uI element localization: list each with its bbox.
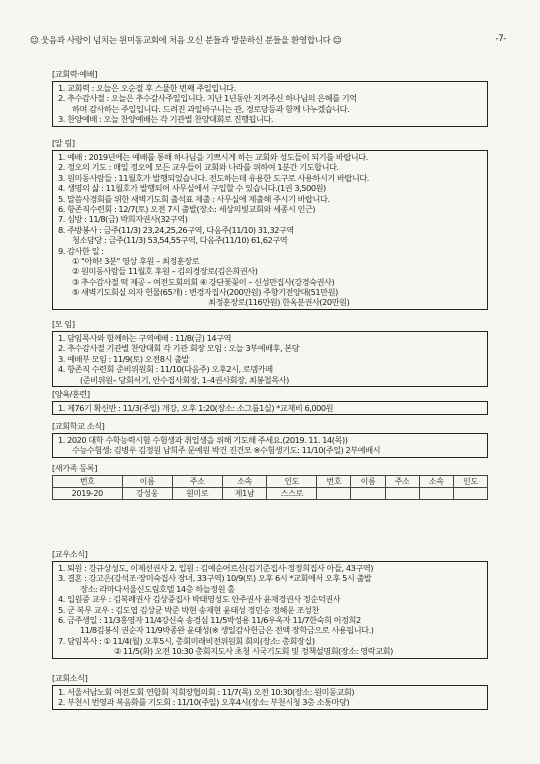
newcomers-section xyxy=(52,462,488,500)
list-item: 2. 추수감사절 기관별 찬양대회 각 기관 회장 모임 : 오늘 3부예배후, 본당 xyxy=(58,343,300,354)
section-title: [교회력·예배] xyxy=(52,69,97,79)
list-item: 7. 담임목사 : ① 11/4(월) 오후5시, 총회미래비전위원회 회의(장소: 총회장실) xyxy=(58,635,315,646)
worship-box xyxy=(52,81,488,127)
column-header: 번호 xyxy=(317,476,351,488)
school-section xyxy=(52,420,488,458)
list-item: 청소담당 : 금주(11/3) 53,54,55구역, 다음주(11/10) 61,62구역 xyxy=(72,235,288,246)
list-item: 1. 예배 : 2019년에는 예배를 통해 하나님을 기쁘시게 하는 교회와 성도들이 되기를 바랍니다. xyxy=(58,152,368,162)
table-cell xyxy=(453,488,487,500)
list-item: 3. 찬양예배 : 오늘 찬양예배는 각 기관별 찬양대회로 진행됩니다. xyxy=(58,114,274,125)
list-item: 장소: 라마다서울신도림호텔 14층 하늘정원 홀 xyxy=(80,583,235,594)
column-header: 번호 xyxy=(53,476,123,488)
section-title: [교회소식] xyxy=(52,673,88,683)
table-header-row xyxy=(53,476,488,488)
column-header: 주소 xyxy=(172,476,222,488)
column-header: 인도 xyxy=(453,476,487,488)
list-item: 4. 생명의 삶 : 11월호가 발행되어 사무실에서 구입할 수 있습니다.(1권 3,500원) xyxy=(58,183,326,194)
list-item: 4. 항존직 수련회 준비위원회 : 11/10(다음주) 오후2시, 로뎀카페 xyxy=(58,364,273,375)
welcome-text: ☺ 웃음과 사랑이 넘치는 원미동교회에 처음 오신 분들과 방문하신 분들을 환영합니다 ☺ xyxy=(30,36,342,46)
list-item: 9. 감사한 일 : xyxy=(58,245,104,256)
column-header: 소속 xyxy=(222,476,266,488)
list-item: 3. 예배부 모임 : 11/9(토) 오전8시 출발 xyxy=(58,353,190,364)
list-item: 2. 부천시 번영과 복음화를 기도회 : 11/10(주일) 오후4시(장소: 부천시청 3층 소통마당) xyxy=(58,697,350,708)
list-item: 2. 추수감사절 : 오늘은 추수감사주일입니다. 지난 1년동안 지켜주신 하나님의 은혜를 기억 xyxy=(58,93,357,104)
list-item: 6. 항존직수련회 : 12/7(토) 오전 7시 출발(장소: 세상의빛교회와 세종시 인근) xyxy=(58,203,316,214)
list-item: 1. 퇴원 : 강규상성도, 이제선권사 2. 입원 : 김예순어르신(김기준집사·정정희집사 아들, 43구역) xyxy=(58,563,374,573)
list-item: 3. 원미동사람들 : 11월호가 발행되었습니다. 전도하는데 유용한 도구로 사용하시기 바랍니다. xyxy=(58,172,369,183)
list-item: 1. 2020 대학 수학능력시험 수험생과 취업생을 위해 기도해 주세요.(2019. 11. 14(목)) xyxy=(58,435,348,445)
table-cell: 스스로 xyxy=(267,488,317,500)
page-header xyxy=(30,34,510,50)
list-item: 5. 군 복무 교우 : 김도엽 김상균 박준 박현 송재현 윤태성 정민승 정혜운 조성찬 xyxy=(58,604,319,615)
column-header: 인도 xyxy=(267,476,317,488)
list-item: 2. 정오의 기도 : 매일 정오에 모든 교우들이 교회와 나라를 위하여 1분간 기도합니다. xyxy=(58,162,339,173)
list-item: 1. 제76기 확신반 : 11/3(주일) 개강, 오후 1:20(장소: 소그룹1실) *교재비 6,000원 xyxy=(58,403,334,413)
table-cell xyxy=(317,488,351,500)
list-item: 11/8김봉식 권순자 11/9박종완 윤태성(※ 생일감사헌금은 전액 장학금으로 사용됩니다.) xyxy=(80,625,374,636)
training-box xyxy=(52,401,488,415)
table-cell xyxy=(385,488,419,500)
list-item: 1. 서울서남노회 여전도회 연합회 지회장협의회 : 11/7(목) 오전 10:30(장소: 원미동교회) xyxy=(58,687,355,697)
training-section xyxy=(52,388,488,415)
list-item: 4. 입원중 교우 : 김복례권사 김상중집사 박태영성도 안주권사 윤재경권사 정순덕권사 xyxy=(58,594,341,605)
list-item: ② 원미동사람들 11월호 후원 – 김의경장로(김은희권사) xyxy=(72,266,258,277)
list-item: 1. 담임목사와 함께하는 구역예배 : 11/8(금) 14구역 xyxy=(58,333,232,343)
column-header: 이름 xyxy=(122,476,172,488)
column-header: 주소 xyxy=(385,476,419,488)
notices-box xyxy=(52,150,488,310)
members-section xyxy=(52,548,488,659)
list-item: 수능수험생: 김병우 김정원 남희주 문예원 박건 진건모 ※수험생기도: 11/10(주일) 2부예배시 xyxy=(72,445,381,456)
page-number: -7- xyxy=(495,34,506,44)
table-cell xyxy=(351,488,385,500)
list-item: ③ 추수감사절 떡 제공 – 여전도회의회 ④ 강단꽃꽂이 – 신성만집사(강경숙권사) xyxy=(72,276,335,287)
list-item: ⑤ 새벽기도회실 의자 헌물(65개) : 변경자집사(200만원) 주향기전양대(51만원) xyxy=(72,287,338,298)
list-item: 6. 금주생일 : 11/3홍영자 11/4강신숙 송경심 11/5박성용 11/6우옥자 11/7한숙희 이정희2 xyxy=(58,614,361,625)
column-header: 이름 xyxy=(351,476,385,488)
column-header: 소속 xyxy=(419,476,453,488)
list-item: 3. 결혼 : 강고은(강석조·장미숙집사 장녀, 33구역) 10/9(토) 오후 6시 *교회에서 오후 5시 출발 xyxy=(58,573,372,584)
worship-section xyxy=(52,68,488,127)
table-cell: 제1남 xyxy=(222,488,266,500)
table-cell: 강성웅 xyxy=(122,488,172,500)
list-item: 7. 심방 : 11/8(금) 박희자권사(32구역) xyxy=(58,214,188,225)
list-item: ② 11/5(화) 오전 10:30 총회지도사 초청 시국기도회 및 정책설명회(장소: 영락교회) xyxy=(114,646,393,657)
church-news-section xyxy=(52,672,488,710)
list-item: 1. 교회력 : 오늘은 오순절 후 스물한 번째 주일입니다. xyxy=(58,83,236,93)
section-title: [새가족 등록] xyxy=(52,463,97,473)
section-title: [교회학교 소식] xyxy=(52,421,105,431)
list-item: 5. 말씀사경회를 위한 새벽기도회 출석표 제출 : 사무실에 제출해 주시기 바랍니다. xyxy=(58,193,330,204)
table-cell: 2019-20 xyxy=(53,488,123,500)
list-item: (준비위원– 당회서기, 안수집사회장, 1–4권사회장, 최봉철목사) xyxy=(80,374,289,385)
list-item: ① "아하! 3분" 영상 후원 – 최정훈장로 xyxy=(72,255,200,266)
table-cell: 원미로 xyxy=(172,488,222,500)
school-box xyxy=(52,433,488,458)
table-row xyxy=(53,488,488,500)
section-title: [알 림] xyxy=(52,138,75,148)
notices-section xyxy=(52,137,488,310)
meetings-box xyxy=(52,331,488,387)
church-news-box xyxy=(52,685,488,710)
section-title: [모 임] xyxy=(52,319,75,329)
newcomers-table xyxy=(52,475,488,500)
list-item: 하며 감사하는 주일입니다. 드려진 과일바구니는 관, 경로당등과 함께 나누겠습니다. xyxy=(72,103,350,114)
section-title: [양육/훈련] xyxy=(52,389,90,399)
list-item: 최정훈장로(116만원) 한옥분권사(20만원) xyxy=(208,297,350,308)
members-box xyxy=(52,561,488,659)
section-title: [교우소식] xyxy=(52,549,88,559)
list-item: 8. 주방봉사 : 금주(11/3) 23,24,25,26구역, 다음주(11/10) 31,32구역 xyxy=(58,224,294,235)
meetings-section xyxy=(52,318,488,387)
table-cell xyxy=(419,488,453,500)
